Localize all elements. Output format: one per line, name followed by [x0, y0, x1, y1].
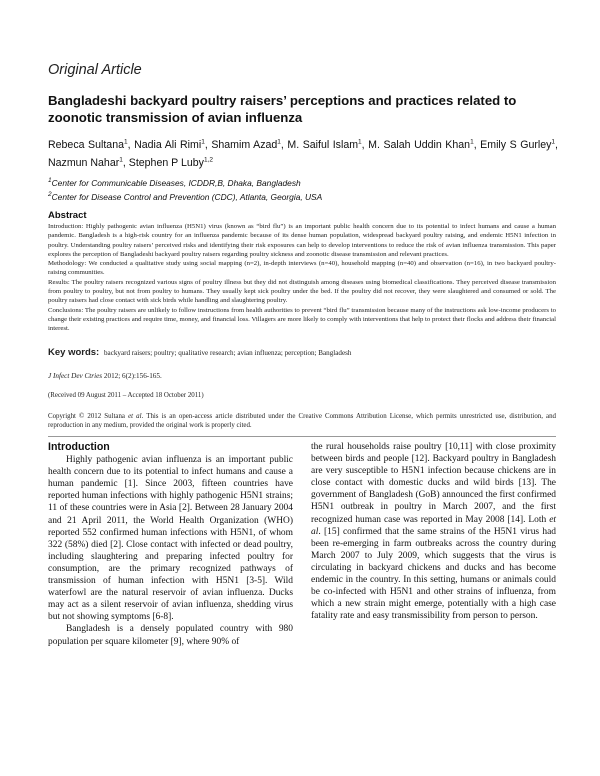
author: Stephen P Luby$^{1,2}$ — [128, 156, 214, 170]
introduction-paragraph-2-continued: the rural households raise poultry [10,11] with close proximity between birds and people [12]. Backyard poultry in Bangladesh are very susceptible to H5N1 infection because chickens are in close contact with domestic ducks and wild birds [13]. The government of Bangladesh (GoB) announced the first confirmed H5N1 outbreak in poultry in March 2007, and the first recognized human case was reported in May 2008 [14]. Loth et al. [15] confirmed that the same strains of the H5N1 virus had been re-emerging in farm outbreaks across the country during March 2007 to July 2009, which suggests that the virus is circulating in backyard chickens and ducks and has become endemic in the country. In this setting, humans or animals could be co-infected with H5N1 and other strains of influenza, from which a new strain might emerge, potentially with a high case fatality rate and easy transmissibility from person to person. — [311, 442, 556, 622]
abstract-heading: Abstract — [48, 210, 87, 221]
article-title: Bangladeshi backyard poultry raisers’ perceptions and practices related to zoonotic transmission of avian influenza — [48, 93, 517, 125]
author: Rebeca Sultana$^1$, — [48, 138, 135, 151]
author: Nadia Ali Rimi$^1$, — [134, 138, 212, 151]
author: M. Saiful Islam$^1$, — [287, 138, 369, 151]
author: Shamim Azad$^1$, — [211, 138, 288, 151]
journal-citation — [48, 372, 162, 380]
received-dates: (Received 09 August 2011 – Accepted 18 October 2011) — [48, 392, 204, 399]
author: M. Salah Uddin Khan$^1$, — [368, 138, 481, 151]
introduction-heading: Introduction — [48, 441, 110, 453]
article-type: Original Article — [48, 62, 142, 78]
journal-name: J Infect Dev Ctries — [48, 372, 103, 380]
section-divider — [48, 436, 556, 437]
affiliations — [48, 175, 558, 203]
author-list — [48, 134, 558, 171]
body-column-left — [48, 441, 293, 648]
body-column-right — [311, 441, 556, 622]
affiliation-1: $^1$Center for Communicable Diseases, ICDDR,B, Dhaka, Bangladesh — [48, 177, 301, 188]
keywords-text: backyard raisers; poultry; qualitative research; avian influenza; perception; Bangladesh — [104, 349, 352, 357]
author: Nazmun Nahar$^1$, — [48, 156, 129, 170]
author: Emily S Gurley$^1$, — [480, 138, 558, 151]
introduction-paragraph-2: Bangladesh is a densely populated country with 980 population per square kilometer [9], where 90% of — [48, 624, 293, 647]
abstract-section — [48, 210, 556, 334]
abstract-methodology: Methodology: We conducted a qualitative study using social mapping (n=2), in-depth interviews (n=40), household mapping (n=40) and observation (n=16), in two backyard poultry-raising communities. — [48, 260, 556, 277]
keywords — [48, 347, 556, 358]
journal-volume: 2012; 6(2):156-165. — [102, 372, 162, 380]
copyright-notice: Copyright © 2012 Sultana et al. This is an open-access article distributed under the Creative Commons Attribution License, which permits unrestricted use, distribution, and reproduction in any medium, provided the original work is properly cited. — [48, 413, 556, 430]
keywords-label: Key words: — [48, 347, 100, 358]
abstract-conclusions: Conclusions: The poultry raisers are unlikely to follow instructions from health authorities to prevent “bird flu” transmission because many of the instructions ask low-income producers to change their existing practices and require time, money, and financial loss. Villagers are more likely to comply with interventions that help to protect their flocks and address their financial interest. — [48, 306, 556, 333]
abstract-introduction: Introduction: Highly pathogenic avian influenza (H5N1) virus (known as “bird flu”) is an important public health concern due to its potential to infect humans and cause a human pandemic. Bangladesh is a high-risk country for an influenza pandemic because of its dense human population, widespread backyard poultry raising, and endemic H5N1 infection in poultry. Understanding poultry raisers’ perceived risks and identifying their risk exposures can help to develop interventions to reduce the risk of avian influenza transmission. This paper explores the perception of Bangladeshi backyard poultry raisers regarding poultry sickness and zoonotic disease transmission and relevant practices. — [48, 223, 556, 258]
abstract-results: Results: The poultry raisers recognized various signs of poultry illness but they did not distinguish among diseases using biomedical classifications. They perceived disease transmission from poultry to poultry, but not from poultry to humans. They usually kept sick poultry under the bed. If the poultry did not recover, they were slaughtered and consumed or sold. The poultry raisers had close contact with sick birds while handling and slaughtering poultry. — [48, 278, 556, 305]
introduction-paragraph-1: Highly pathogenic avian influenza is an important public health concern due to its potential to infect humans and cause a human pandemic [1]. Since 2003, fifteen countries have reported human infections with highly pathogenic H5N1 strains; 11 of these countries were in Asia [2]. Between 28 January 2004 and 21 April 2011, the World Health Organization (WHO) reported 552 confirmed human infections with H5N1, of whom 322 (58%) died [2]. Close contact with infected or dead poultry, including slaughtering and preparing infected poultry for consumption, are the primary recognized pathways of transmission of human infection with H5N1 [3-5]. Wild waterfowl are the natural reservoir of avian influenza. Ducks may act as a silent reservoir of avian influenza, shedding virus but not showing symptoms [6-8]. — [48, 455, 293, 623]
affiliation-2: $^2$Center for Disease Control and Prevention (CDC), Atlanta, Georgia, USA — [48, 190, 323, 202]
